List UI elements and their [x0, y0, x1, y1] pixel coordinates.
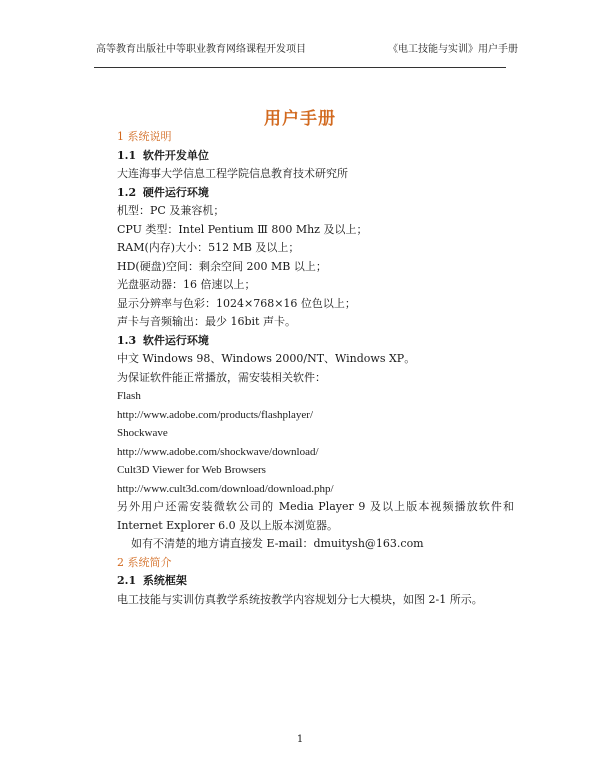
sw-name-flash: Flash: [117, 390, 141, 402]
hw-requirement: 显示分辨率与色彩：1024×768×16 位色以上；: [117, 296, 356, 310]
hw-requirement: 声卡与音频输出：最少 16bit 声卡。: [117, 315, 296, 328]
page-number: 1: [296, 734, 304, 745]
section-heading-1: 1 系统说明: [117, 130, 172, 143]
subsection-title: 硬件运行环境: [142, 185, 209, 199]
sw-link-shockwave[interactable]: http://www.adobe.com/shockwave/download/: [117, 445, 319, 458]
sw-link-flash[interactable]: http://www.adobe.com/products/flashplayer/: [117, 408, 314, 421]
header-project: 高等教育出版社中等职业教育网络课程开发项目: [96, 44, 306, 55]
subsection-1-2: [117, 184, 517, 203]
subsection-2-1: [117, 572, 517, 591]
page-title: 用户手册: [264, 109, 336, 129]
hw-requirement: CPU 类型：Intel Pentium Ⅲ 800 Mhz 及以上；: [117, 222, 368, 236]
header-divider: [94, 67, 506, 68]
subsection-number: 1.3: [117, 333, 137, 347]
hw-requirement: RAM(内存)大小：512 MB 及以上；: [117, 241, 300, 254]
sw-name-cult3d: Cult3D Viewer for Web Browsers: [117, 464, 266, 476]
subsection-number: 1.1: [117, 148, 137, 162]
sw-intro: 为保证软件能正常播放，需安装相关软件：: [117, 370, 326, 384]
sw-name-shockwave: Shockwave: [117, 427, 168, 439]
subsection-number: 2.1: [117, 574, 137, 587]
subsection-title: 系统框架: [142, 574, 187, 587]
hw-requirement: 光盘驱动器：16 倍速以上；: [117, 278, 256, 291]
sw-note: 另外用户还需安装微软公司的 Media Player 9 及以上版本视频播放软件和 Internet Explorer 6.0 及以上版本浏览器。: [117, 500, 514, 532]
sw-os-list: 中文 Windows 98、Windows 2000/NT、Windows XP。: [117, 352, 416, 365]
framework-text: 电工技能与实训仿真教学系统按教学内容规划分七大模块，如图 2-1 所示。: [117, 592, 483, 606]
sw-link-cult3d[interactable]: http://www.cult3d.com/download/download.php/: [117, 482, 334, 495]
contact-email: 如有不清楚的地方请直接发 E-mail：dmuitysh@163.com: [131, 537, 424, 550]
section-heading-2: 2 系统简介: [117, 555, 172, 569]
subsection-title: 软件运行环境: [142, 333, 209, 347]
hw-requirement: HD(硬盘)空间：剩余空间 200 MB 以上；: [117, 259, 327, 273]
header-manual-title: 《电工技能与实训》用户手册: [388, 44, 518, 55]
subsection-number: 1.2: [117, 185, 137, 199]
developer-text: 大连海事大学信息工程学院信息教育技术研究所: [117, 167, 348, 180]
subsection-title: 软件开发单位: [142, 148, 209, 162]
hw-requirement: 机型：PC 及兼容机；: [117, 204, 225, 217]
subsection-1-1: [117, 147, 517, 166]
subsection-1-3: [117, 332, 517, 351]
document-body: [117, 128, 517, 609]
